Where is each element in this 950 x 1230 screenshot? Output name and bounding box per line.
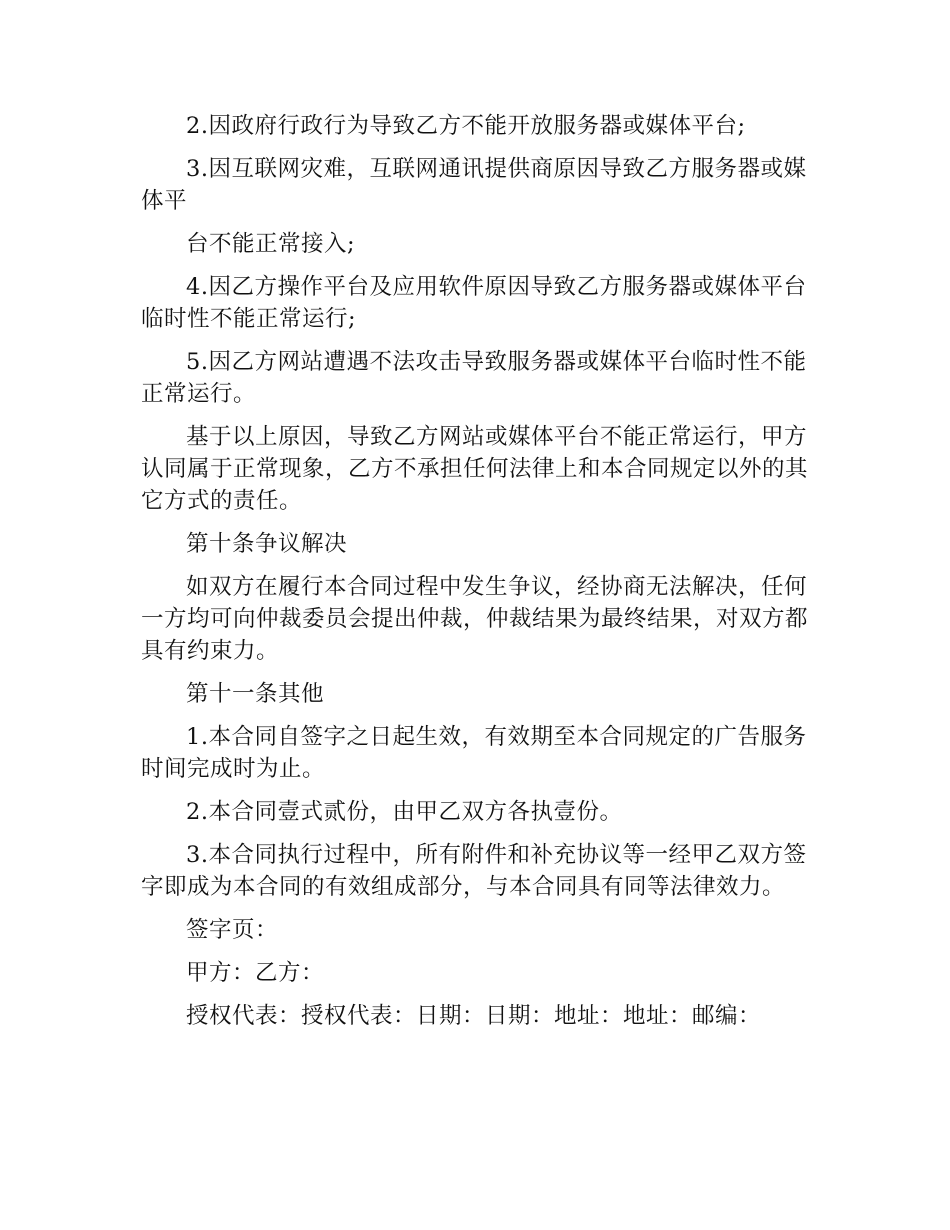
liability-disclaimer-paragraph: 基于以上原因，导致乙方网站或媒体平台不能正常运行，甲方认同属于正常现象，乙方不承担任何法律上和本合同规定以外的其它方式的责任。: [141, 424, 809, 514]
clause-item-5-illegal-attack: 5.因乙方网站遭遇不法攻击导致服务器或媒体平台临时性不能正常运行。: [141, 349, 807, 407]
parties-line: 甲方：乙方：: [186, 960, 325, 986]
signature-fields-line: 授权代表：授权代表：日期：日期：地址：地址：邮编：: [186, 1003, 762, 1029]
clause-item-3-internet-disaster: 3.因互联网灾难，互联网通讯提供商原因导致乙方服务器或媒体平: [141, 156, 807, 214]
article-11-heading: 第十一条其他: [186, 681, 325, 707]
other-item-1-effective-date: 1.本合同自签字之日起生效，有效期至本合同规定的广告服务时间完成时为止。: [141, 724, 807, 782]
other-item-3-attachments: 3.本合同执行过程中，所有附件和补充协议等一经甲乙双方签字即成为本合同的有效组成部分，与本合同具有同等法律效力。: [141, 842, 807, 900]
signature-page-heading: 签字页：: [186, 917, 279, 943]
article-10-heading: 第十条争议解决: [186, 531, 348, 557]
clause-item-3-continuation: 台不能正常接入;: [186, 231, 356, 257]
dispute-resolution-paragraph: 如双方在履行本合同过程中发生争议，经协商无法解决，任何一方均可向仲裁委员会提出仲裁，仲裁结果为最终结果，对双方都具有约束力。: [141, 574, 809, 664]
clause-item-4-software-failure: 4.因乙方操作平台及应用软件原因导致乙方服务器或媒体平台临时性不能正常运行;: [141, 274, 807, 332]
other-item-2-copies: 2.本合同壹式贰份，由甲乙双方各执壹份。: [186, 799, 623, 825]
clause-item-2-government-action: 2.因政府行政行为导致乙方不能开放服务器或媒体平台;: [186, 113, 746, 139]
document-body: [141, 110, 811, 1043]
